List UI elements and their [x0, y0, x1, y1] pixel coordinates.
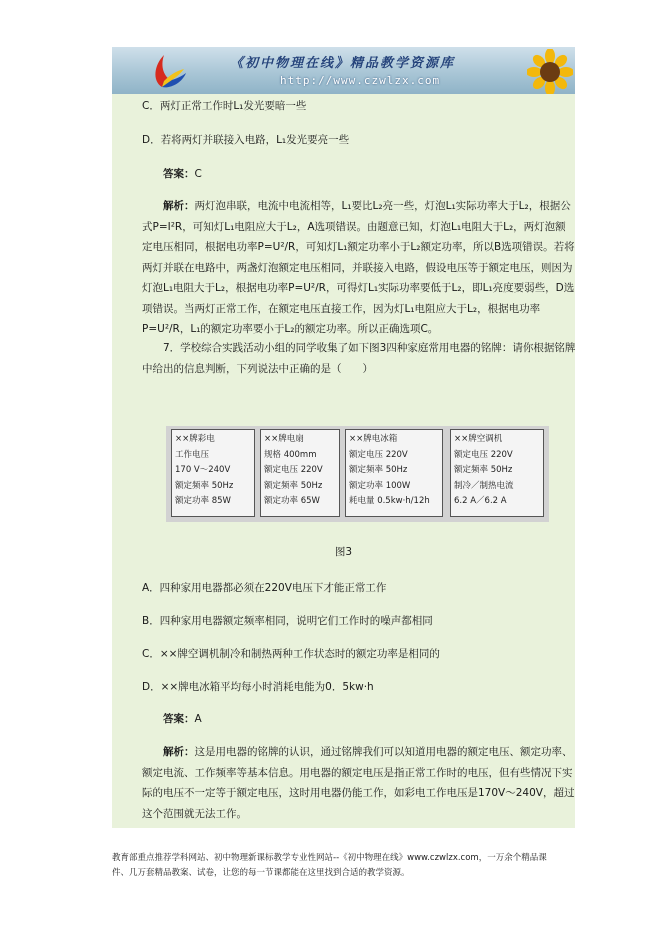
analysis-text: 这是用电器的铭牌的认识，通过铭牌我们可以知道用电器的额定电压、额定功率、额定电流、工作频率等基本信息。用电器的额定电压是指正常工作时的电压，但有些情况下实际的电压不一定等于额定电压，这时用电器仍能工作，如彩电工作电压是170V～240V，超过这个范围就无法工作。	[142, 746, 575, 820]
appliance-nameplates-figure	[166, 426, 549, 522]
answer-7	[142, 709, 576, 730]
banner-url[interactable]: http://www.czwlzx.com	[280, 74, 441, 87]
analysis-prev	[142, 196, 576, 340]
nameplate-line: 规格 400mm	[264, 449, 317, 460]
nameplate-line: 170 V～240V	[175, 465, 231, 475]
nameplate-line: 6.2 A／6.2 A	[454, 496, 507, 506]
option-7-c: C．××牌空调机制冷和制热两种工作状态时的额定功率是相同的	[142, 648, 440, 660]
nameplate-card-ac	[450, 429, 544, 517]
analysis-text: 两灯泡串联，电流中电流相等，L₁要比L₂亮一些，灯泡L₁实际功率大于L₂，根据公式P=I²R，可知灯L₁电阻应大于L₂，A选项错误。由题意已知，灯泡L₁电阻大于L₂，两灯泡额定电压相同，根据电功率P=U²/R，可知灯L₁额定功率小于L₂额定功率，所以B选项错误。若将两灯并联在电路中，两盏灯泡额定电压相同，并联接入电路，假设电压等于额定电压，则因为灯泡L₁电阻大于L₂，根据电功率P=U²/R，可得灯L₁实际功率要低于L₂，即L₁亮度要弱些，D选项错误。当两灯正常工作，在额定电压直接工作，因为灯L₁电阻应大于L₂，根据电功率P=U²/R，L₁的额定功率要小于L₂的额定功率。所以正确选项C。	[142, 200, 575, 335]
document-body	[112, 94, 575, 828]
header-banner	[112, 47, 575, 94]
question-7: 7．学校综合实践活动小组的同学收集了如下图3四种家庭常用电器的铭牌：请你根据铭牌中给出的信息判断，下列说法中正确的是（ ）	[142, 342, 576, 375]
nameplate-line: 额定功率 100W	[349, 480, 411, 491]
nameplate-line: 耗电量 0.5kw·h/12h	[349, 496, 430, 506]
nameplate-line: 额定电压 220V	[454, 449, 513, 460]
nameplate-line: 额定电压 220V	[349, 449, 408, 460]
nameplate-line: ××牌彩电	[175, 434, 215, 444]
option-d-prev: D．若将两灯并联接入电路，L₁发光要亮一些	[142, 134, 350, 146]
nameplate-line: 额定频率 50Hz	[175, 480, 234, 491]
page-footer: 教育部重点推荐学科网站、初中物理新课标教学专业性网站--《初中物理在线》www.czwlzx.com，一万余个精品课件、几万套精品教案、试卷，让您的每一节课都能在这里找到合适的教学资源。	[112, 853, 547, 878]
nameplate-line: ××牌电扇	[264, 434, 304, 444]
answer-prev	[142, 164, 576, 185]
nameplate-line: 工作电压	[175, 449, 210, 460]
answer-label: 答案：	[163, 713, 195, 725]
figure-caption: 图3	[334, 546, 353, 558]
banner-title: 《初中物理在线》精品教学资源库	[230, 56, 456, 71]
analysis-7	[142, 742, 576, 824]
nameplate-line: ××牌空调机	[454, 434, 503, 444]
sunflower-icon	[527, 49, 573, 94]
answer-label: 答案：	[163, 168, 195, 180]
option-7-d: D．××牌电冰箱平均每小时消耗电能为0．5kw·h	[142, 681, 374, 693]
answer-value: A	[194, 713, 202, 725]
analysis-label: 解析：	[163, 746, 195, 758]
option-7-a: A．四种家用电器都必须在220V电压下才能正常工作	[142, 582, 387, 594]
nameplate-line: ××牌电冰箱	[349, 434, 398, 444]
nameplate-card-fridge	[345, 429, 443, 517]
nameplate-card-tv	[171, 429, 255, 517]
nameplate-line: 额定频率 50Hz	[454, 465, 513, 475]
nameplate-line: 额定功率 85W	[175, 496, 231, 506]
site-logo-icon	[142, 51, 188, 91]
nameplate-line: 额定电压 220V	[264, 465, 323, 475]
nameplate-line: 额定频率 50Hz	[264, 480, 323, 491]
option-c-prev: C．两灯正常工作时L₁发光要暗一些	[142, 100, 307, 112]
nameplate-line: 额定频率 50Hz	[349, 465, 408, 475]
option-7-b: B．四种家用电器额定频率相同，说明它们工作时的噪声都相同	[142, 615, 433, 627]
nameplate-line: 额定功率 65W	[264, 496, 320, 506]
nameplate-line: 制冷／制热电流	[454, 480, 514, 491]
analysis-label: 解析：	[163, 200, 195, 212]
nameplate-card-fan	[260, 429, 340, 517]
answer-value: C	[194, 168, 202, 180]
